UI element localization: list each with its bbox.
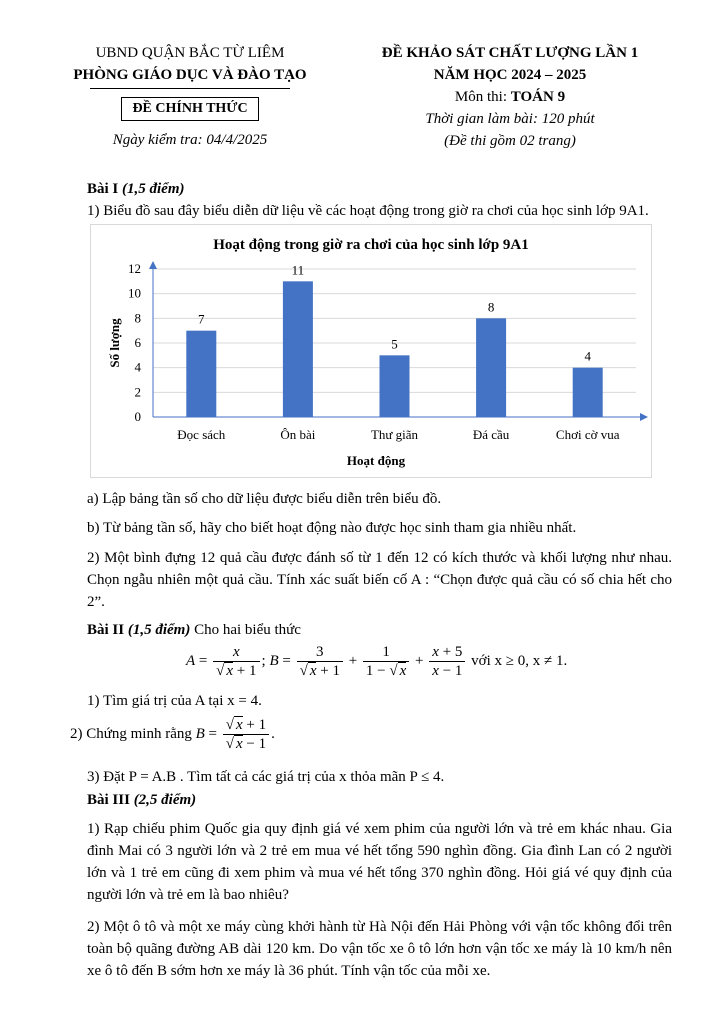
chart-category-label: Ôn bài (280, 427, 316, 442)
official-badge: ĐỀ CHÍNH THỨC (121, 97, 258, 121)
formula-line: A = $\frac{x}{√ x + 1}$ ; B = $\frac{3}{√ x + 1}$ + $\frac{1}{1 - √ x}$ + $\frac{x + 5}{x - 1}$ với x ≥ 0, x ≠ 1. (186, 644, 568, 679)
bai1-qa: a) Lập bảng tần số cho dữ liệu được biểu diễn trên biểu đồ. (87, 491, 442, 507)
chart-data-label: 5 (391, 336, 398, 352)
subject-line (350, 86, 670, 108)
chart-y-tick-label: 12 (128, 261, 141, 276)
chart-bar (476, 318, 506, 417)
chart-x-axis-arrow (640, 413, 648, 421)
bai2-heading (87, 619, 687, 641)
bai1-qb: b) Từ bảng tần số, hãy cho biết hoạt động nào được học sinh tham gia nhiều nhất. (87, 520, 577, 536)
bai2-intro: Cho hai biểu thức (194, 622, 301, 638)
bai2-title: Bài II (87, 622, 125, 638)
bai2-q1: 1) Tìm giá trị của A tại x = 4. (87, 693, 262, 709)
bai3-heading (87, 789, 687, 811)
bai1-heading (87, 178, 687, 200)
bai2-q2: 2) Chứng minh rằng B = $\frac{√ x + 1}{√ x - 1}$ . (70, 717, 275, 752)
bai3-q1: 1) Rạp chiếu phim Quốc gia quy định giá vé xem phim của người lớn và trẻ em khác nhau. Gia đình Mai có 3 người lớn và 2 trẻ em mua vé hết tổng 590 nghìn đồng. Gia đình Lan có 2 người lớn và 1 trẻ em cũng đi xem phim và mua vé hết tổng 370 nghìn đồng. Hỏi giá vé quy định của người lớn và trẻ em là bao nhiêu? (87, 821, 672, 903)
bai3-points: (2,5 điểm) (133, 792, 197, 808)
bai3-title: Bài III (87, 792, 130, 808)
bar-chart (91, 225, 651, 477)
chart-y-tick-label: 4 (134, 359, 141, 375)
department-name: PHÒNG GIÁO DỤC VÀ ĐÀO TẠO (73, 67, 307, 83)
chart-bar (186, 331, 216, 417)
fraction-b1: $\frac{3}{√ x + 1}$ (297, 643, 343, 680)
fraction-b3: $\frac{x + 5}{x - 1}$ (429, 643, 465, 680)
chart-data-label: 7 (198, 311, 205, 327)
chart-category-label: Chơi cờ vua (555, 427, 620, 442)
chart-bar (573, 368, 603, 417)
chart-y-tick-label: 6 (134, 335, 141, 350)
bai1-q1: 1) Biểu đồ sau đây biểu diễn dữ liệu về các hoạt động trong giờ ra chơi của học sinh lớp 9A1. (87, 203, 649, 219)
chart-category-label: Thư giãn (370, 427, 419, 442)
school-year: NĂM HỌC 2024 – 2025 (433, 67, 587, 83)
bai2-points: (1,5 điểm) (127, 622, 191, 638)
bai3-q2: 2) Một ô tô và một xe máy cùng khởi hành từ Hà Nội đến Hải Phòng với vận tốc không đổi trên toàn bộ quãng đường AB dài 120 km. Do vận tốc xe ô tô lớn hơn vận tốc xe máy là 10 km/h nên xe ô tô đến B sớm hơn xe máy là 36 phút. Tính vận tốc của mỗi xe. (87, 919, 672, 979)
exam-time: Thời gian làm bài: 120 phút (425, 111, 595, 127)
fraction-proof: $\frac{√ x + 1}{√ x - 1}$ (223, 716, 269, 753)
formula-condition: với x ≥ 0, x ≠ 1. (471, 652, 568, 669)
header-left (50, 42, 330, 151)
chart-y-tick-label: 10 (128, 285, 141, 301)
chart-y-tick-label: 8 (134, 310, 141, 326)
bai2-q3: 3) Đặt P = A.B . Tìm tất cả các giá trị của x thỏa mãn P ≤ 4. (87, 769, 445, 785)
chart-frame (90, 224, 652, 478)
chart-title: Hoạt động trong giờ ra chơi của học sinh lớp 9A1 (213, 237, 529, 253)
chart-x-axis-label: Hoạt động (346, 453, 406, 468)
header-underline (90, 88, 290, 89)
chart-data-label: 4 (584, 348, 591, 364)
chart-y-tick-label: 0 (134, 409, 141, 424)
bai1-title: Bài I (87, 181, 119, 197)
fraction-a: $\frac{x}{√ x + 1}$ (213, 643, 259, 680)
page-count: (Đề thi gồm 02 trang) (444, 133, 576, 149)
fraction-b2: $\frac{1}{1 - √ x}$ (363, 643, 409, 680)
chart-bar (283, 281, 313, 417)
chart-category-label: Đọc sách (177, 427, 226, 442)
chart-bar (380, 355, 410, 417)
subject-label: Môn thi: (454, 89, 511, 105)
district-name: UBND QUẬN BẮC TỪ LIÊM (95, 45, 285, 61)
bai1-points: (1,5 điểm) (122, 181, 185, 197)
chart-y-axis-arrow (149, 261, 157, 269)
exam-date: Ngày kiểm tra: 04/4/2025 (112, 132, 268, 148)
chart-data-label: 8 (487, 299, 495, 315)
chart-y-axis-label: Số lượng (107, 318, 122, 368)
chart-y-tick-label: 2 (134, 384, 141, 400)
subject-name: TOÁN 9 (510, 89, 566, 105)
chart-category-label: Đá cầu (472, 427, 510, 442)
chart-data-label: 11 (291, 262, 305, 278)
exam-title: ĐỀ KHẢO SÁT CHẤT LƯỢNG LẦN 1 (381, 45, 639, 61)
header-right (350, 42, 670, 152)
bai1-q2: 2) Một bình đựng 12 quả cầu được đánh số từ 1 đến 12 có kích thước và khối lượng như nhau. Chọn ngẫu nhiên một quả cầu. Tính xác suất biến cố A : “Chọn được quả cầu có số chia hết cho 2”. (87, 550, 672, 610)
bai2-q2-prefix: 2) Chứng minh rằng (70, 725, 192, 742)
